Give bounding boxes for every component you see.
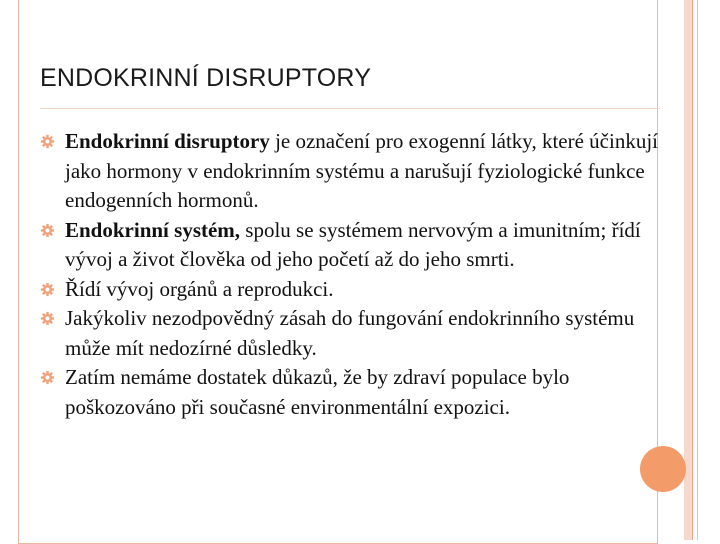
gear-icon [40,311,55,326]
accent-circle [640,446,686,492]
gear-icon [40,282,55,297]
bullet-bold: Endokrinní disruptory [65,129,270,153]
title-divider [40,108,660,109]
side-band [684,0,692,540]
bullet-bold: Endokrinní systém, [65,217,241,242]
bullet-item [40,363,665,422]
bullet-text: Řídí vývoj orgánů a reprodukci. [65,276,334,301]
gear-icon [40,370,55,385]
side-line [692,0,693,540]
gear-icon [40,134,55,149]
slide-title: ENDOKRINNÍ DISRUPTORY [40,64,372,92]
side-line-secondary [697,0,698,540]
bullet-text: je označení pro exogenní látky, které účinkují jako hormony v endokrinním systému a narušují fyziologické funkce endogenních hormonů. [65,129,658,212]
bullet-text: Jakýkoliv nezodpovědný zásah do fungování endokrinního systému může mít nedozírné důsledky. [65,306,635,360]
bullet-item [40,275,665,305]
gear-icon [40,223,55,238]
bullet-text: Zatím nemáme dostatek důkazů, že by zdraví populace bylo poškozováno při současné environmentální expozici. [65,365,570,419]
bullet-item [40,304,665,363]
bullet-item [40,216,665,275]
bullet-text: spolu se systémem nervovým a imunitním; řídí vývoj a život člověka od jeho početí až do jeho smrti. [65,217,641,271]
bullet-list [40,127,665,422]
bullet-item [40,127,665,216]
